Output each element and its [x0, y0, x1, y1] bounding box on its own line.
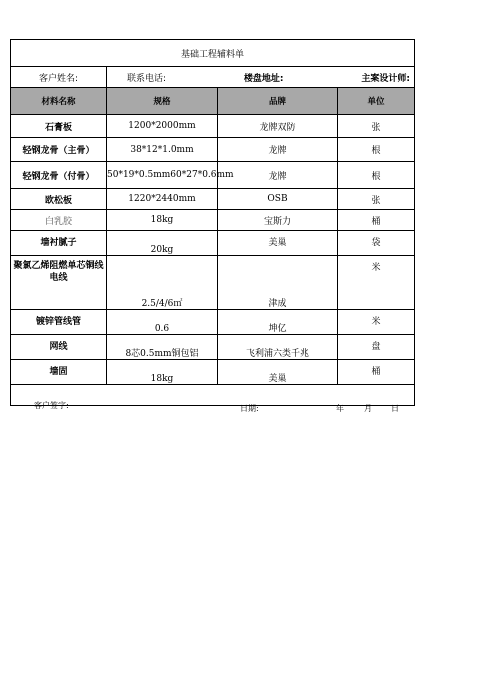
cell-material: 网线	[11, 335, 107, 360]
cell-material: 聚氯乙烯阻燃单芯铜线电线	[11, 256, 107, 310]
cell-unit: 盘	[338, 335, 415, 360]
cell-material: 镀锌管线管	[11, 310, 107, 335]
cell-spec: 18kg	[107, 360, 218, 385]
table-row	[11, 210, 415, 231]
table-row	[11, 162, 415, 189]
cell-brand: 龙牌双防	[218, 115, 338, 138]
cell-unit: 米	[338, 310, 415, 335]
materials-sheet	[10, 39, 415, 406]
signature-label: 客户签字:	[34, 401, 69, 410]
table-row	[11, 335, 415, 360]
cell-spec: 38*12*1.0mm	[107, 138, 218, 162]
cell-material: 石膏板	[11, 115, 107, 138]
phone-label: 联系电话:	[127, 73, 167, 84]
cell-material: 墙衬腻子	[11, 231, 107, 256]
table-header	[11, 88, 415, 115]
cell-brand: 美巢	[218, 231, 338, 256]
cell-brand: OSB	[218, 189, 338, 210]
table-row	[11, 256, 415, 310]
customer-name-label: 客户姓名:	[11, 67, 107, 88]
info-row	[11, 67, 415, 88]
designer-label: 主案设计师:	[361, 73, 411, 84]
table-row	[11, 115, 415, 138]
table-row	[11, 231, 415, 256]
cell-spec: 0.6	[107, 310, 218, 335]
header-material: 材料名称	[11, 88, 107, 115]
cell-spec: 20kg	[107, 231, 218, 256]
year-label: 年	[336, 404, 344, 413]
cell-material: 欧松板	[11, 189, 107, 210]
sheet-title: 基础工程辅料单	[11, 40, 415, 67]
cell-brand: 飞利浦六类千兆	[218, 335, 338, 360]
cell-unit: 袋	[338, 231, 415, 256]
header-brand: 品牌	[218, 88, 338, 115]
address-label: 楼盘地址:	[243, 73, 284, 84]
cell-brand: 坤亿	[218, 310, 338, 335]
header-unit: 单位	[338, 88, 415, 115]
table-row	[11, 360, 415, 385]
table-row	[11, 189, 415, 210]
cell-unit: 桶	[338, 210, 415, 231]
cell-spec: 50*19*0.5mm60*27*0.6mm	[107, 162, 218, 189]
cell-material: 墙固	[11, 360, 107, 385]
day-label: 日	[391, 404, 399, 413]
month-label: 月	[364, 404, 372, 413]
cell-spec: 1200*2000mm	[107, 115, 218, 138]
cell-unit: 根	[338, 138, 415, 162]
cell-spec: 8芯0.5mm铜包铝	[107, 335, 218, 360]
cell-unit: 桶	[338, 360, 415, 385]
cell-brand: 美巢	[218, 360, 338, 385]
table-row	[11, 310, 415, 335]
cell-material: 轻钢龙骨（付骨）	[11, 162, 107, 189]
cell-material: 白乳胶	[11, 210, 107, 231]
cell-brand: 龙牌	[218, 162, 338, 189]
cell-brand: 龙牌	[218, 138, 338, 162]
cell-material: 轻钢龙骨（主骨）	[11, 138, 107, 162]
empty-row	[11, 385, 415, 406]
cell-brand: 宝斯力	[218, 210, 338, 231]
cell-unit: 根	[338, 162, 415, 189]
cell-unit: 米	[338, 256, 415, 310]
header-spec: 规格	[107, 88, 218, 115]
date-label: 日期:	[240, 404, 259, 413]
cell-brand: 津成	[218, 256, 338, 310]
cell-spec: 2.5/4/6㎡	[107, 256, 218, 310]
cell-spec: 1220*2440mm	[107, 189, 218, 210]
cell-unit: 张	[338, 115, 415, 138]
table-row	[11, 138, 415, 162]
cell-unit: 张	[338, 189, 415, 210]
cell-spec: 18kg	[107, 210, 218, 231]
